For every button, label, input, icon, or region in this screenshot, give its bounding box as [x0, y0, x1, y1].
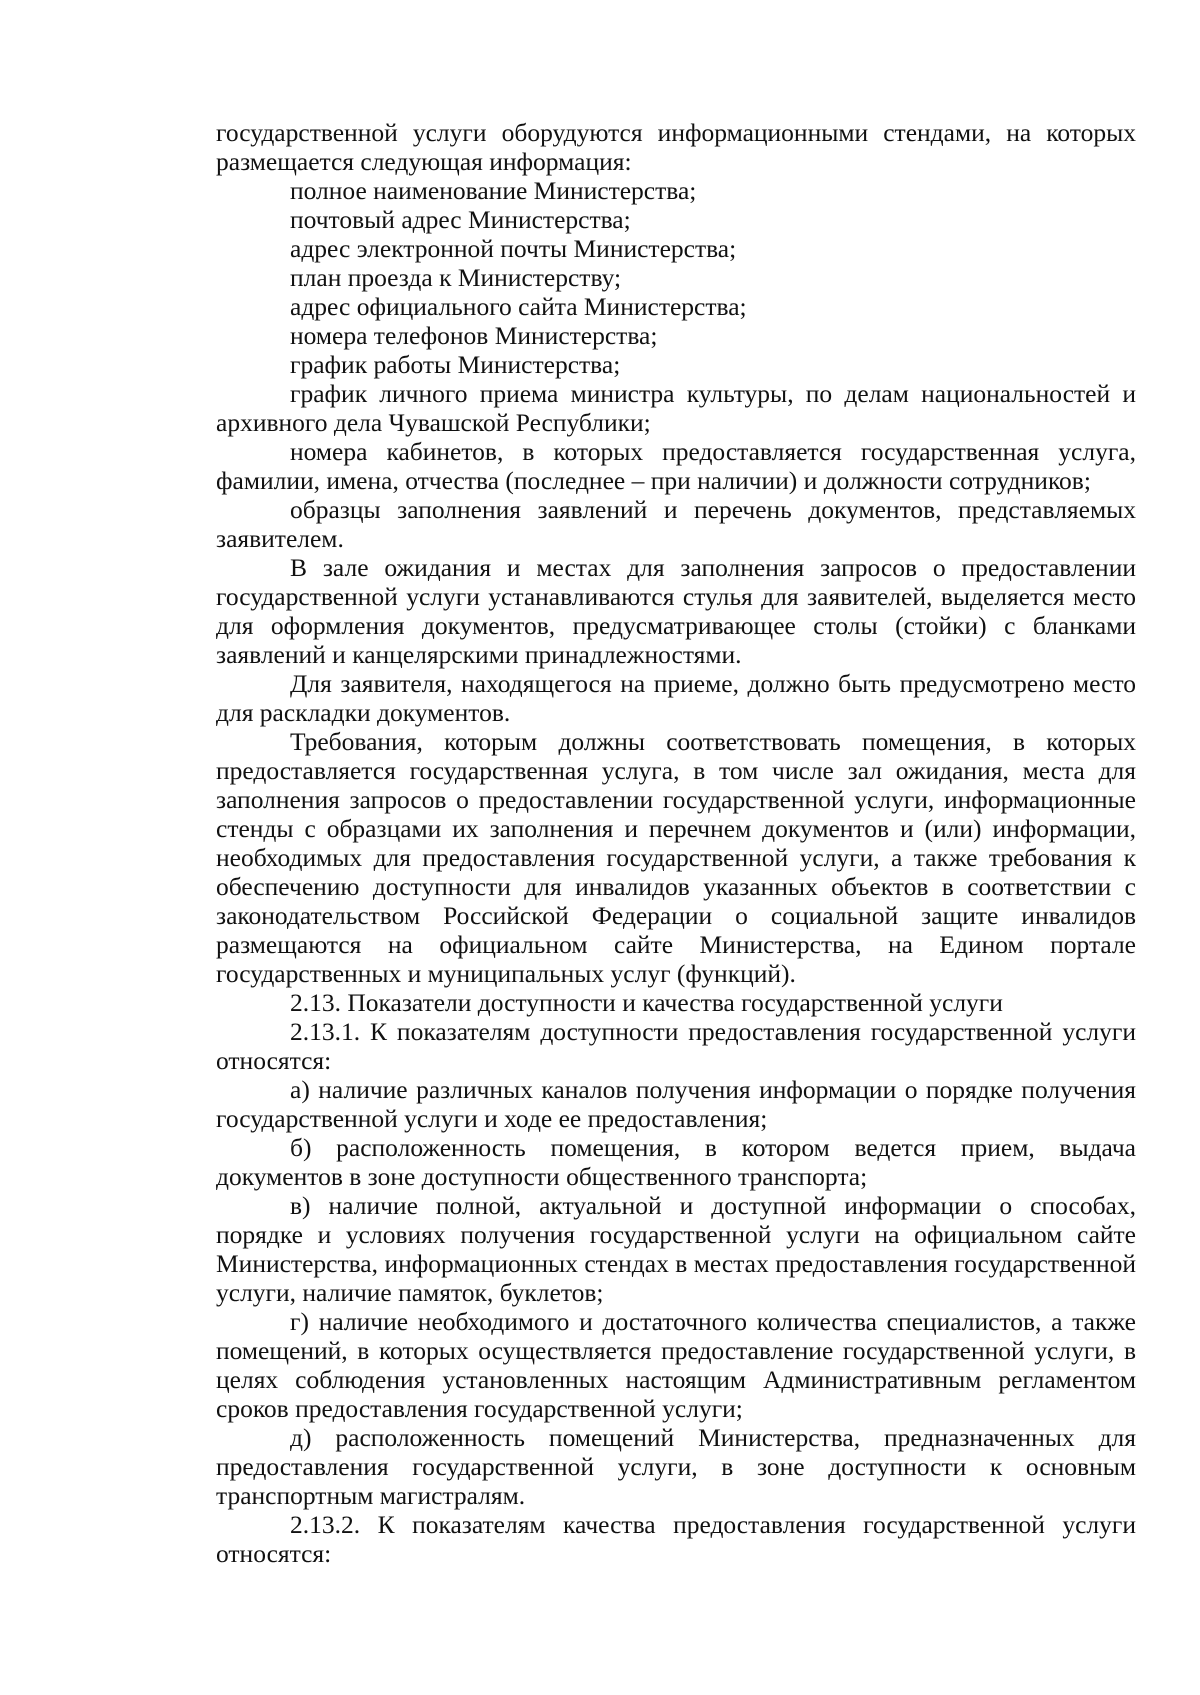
- list-item: план проезда к Министерству;: [290, 263, 622, 292]
- paragraph: В зале ожидания и местах для заполнения запросов о предоставлении государственной услуги устанавливаются стулья для заявителей, выделяется место для оформления документов, предусматривающее столы (стойки) с бланками заявлений и канцелярскими принадлежностями.: [216, 553, 1136, 669]
- list-item: б) расположенность помещения, в котором ведется прием, выдача документов в зоне доступности общественного транспорта;: [216, 1133, 1136, 1191]
- paragraph: Для заявителя, находящегося на приеме, должно быть предусмотрено место для раскладки документов.: [216, 669, 1136, 727]
- subsection-heading: 2.13.1. К показателям доступности предоставления государственной услуги относятся:: [216, 1017, 1136, 1075]
- list-item: почтовый адрес Министерства;: [290, 205, 631, 234]
- document-page: [216, 118, 1136, 1568]
- paragraph-intro: государственной услуги оборудуются информационными стендами, на которых размещается следующая информация:: [216, 118, 1136, 176]
- list-item: номера кабинетов, в которых предоставляется государственная услуга, фамилии, имена, отчества (последнее – при наличии) и должности сотрудников;: [216, 437, 1136, 495]
- list-item: адрес электронной почты Министерства;: [290, 234, 737, 263]
- paragraph: Требования, которым должны соответствовать помещения, в которых предоставляется государственная услуга, в том числе зал ожидания, места для заполнения запросов о предоставлении государственной услуги, информационные стенды с образцами их заполнения и перечнем документов и (или) информации, необходимых для предоставления государственной услуги, а также требования к обеспечению доступности для инвалидов указанных объектов в соответствии с законодательством Российской Федерации о социальной защите инвалидов размещаются на официальном сайте Министерства, на Едином портале государственных и муниципальных услуг (функций).: [216, 727, 1136, 988]
- list-item: а) наличие различных каналов получения информации о порядке получения государственной услуги и ходе ее предоставления;: [216, 1075, 1136, 1133]
- list-item: д) расположенность помещений Министерства, предназначенных для предоставления государственной услуги, в зоне доступности к основным транспортным магистралям.: [216, 1423, 1136, 1510]
- list-item: в) наличие полной, актуальной и доступной информации о способах, порядке и условиях получения государственной услуги на официальном сайте Министерства, информационных стендах в местах предоставления государственной услуги, наличие памяток, буклетов;: [216, 1191, 1136, 1307]
- subsection-heading: 2.13.2. К показателям качества предоставления государственной услуги относятся:: [216, 1510, 1136, 1568]
- list-item: график работы Министерства;: [290, 350, 621, 379]
- list-item: полное наименование Министерства;: [290, 176, 697, 205]
- section-heading: 2.13. Показатели доступности и качества государственной услуги: [290, 988, 1003, 1017]
- list-item: график личного приема министра культуры, по делам национальностей и архивного дела Чувашской Республики;: [216, 379, 1136, 437]
- list-item: номера телефонов Министерства;: [290, 321, 658, 350]
- list-item: образцы заполнения заявлений и перечень документов, представляемых заявителем.: [216, 495, 1136, 553]
- list-item: г) наличие необходимого и достаточного количества специалистов, а также помещений, в которых осуществляется предоставление государственной услуги, в целях соблюдения установленных настоящим Административным регламентом сроков предоставления государственной услуги;: [216, 1307, 1136, 1423]
- list-item: адрес официального сайта Министерства;: [290, 292, 747, 321]
